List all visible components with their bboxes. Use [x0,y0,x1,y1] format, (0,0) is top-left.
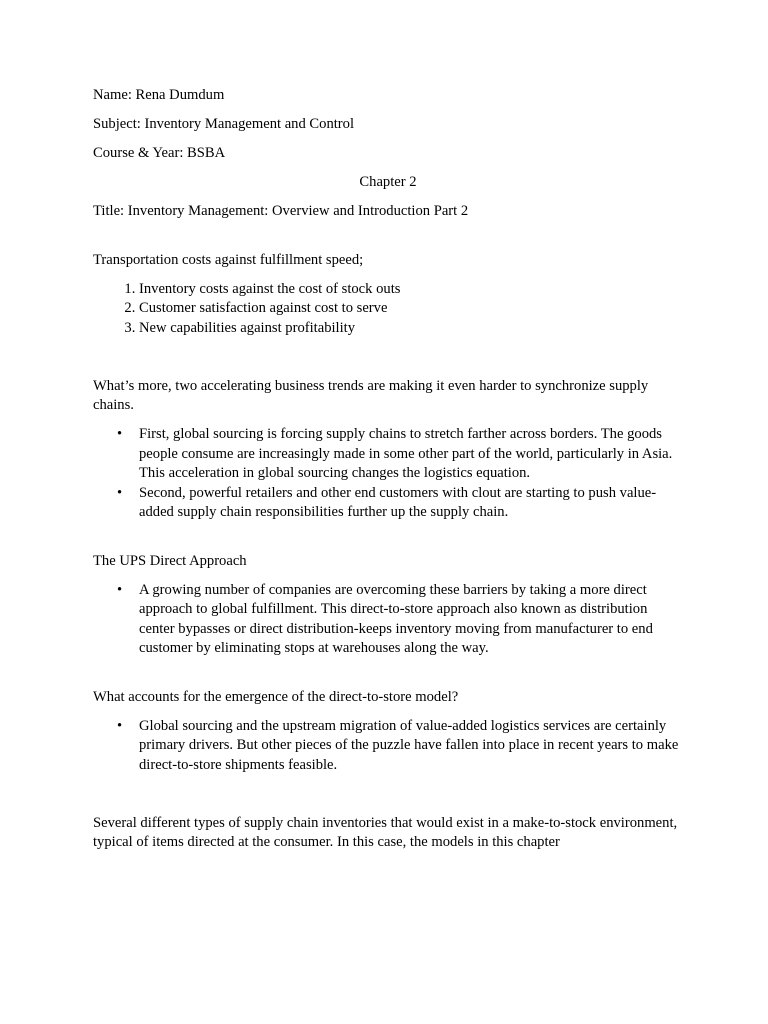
section5-paragraph: Several different types of supply chain inventories that would exist in a make-to-stock environment, typical of items directed at the consumer. In this case, the models in this chapter [93,814,678,850]
ups-direct-list [93,581,683,659]
section3-heading: The UPS Direct Approach [93,552,247,569]
bullet-icon: • [117,717,123,734]
list-item [117,484,683,523]
list-item: 2. Customer satisfaction against cost to serve [139,299,683,319]
bullet-icon: • [117,484,123,501]
bullet-icon: • [117,581,123,598]
list-item [117,581,683,659]
document-page [93,86,683,853]
direct-to-store-list [93,717,683,776]
section2-intro: What’s more, two accelerating business trends are making it even harder to synchronize supply chains. [93,377,649,413]
list-item-text: A growing number of companies are overcoming these barriers by taking a more direct approach to global fulfillment. This direct-to-store approach also known as distribution center bypasses or direct distribution-keeps inventory moving from manufacturer to end customer by eliminating stops at warehouses along the way. [139,581,653,656]
list-item: 3. New capabilities against profitability [139,319,683,339]
course-year-line: Course & Year: BSBA [93,145,226,161]
list-item [117,425,683,484]
list-item-text: Second, powerful retailers and other end customers with clout are starting to push value-added supply chain responsibilities further up the supply chain. [139,484,657,520]
list-item-text: Global sourcing and the upstream migration of value-added logistics services are certainly primary drivers. But other pieces of the puzzle have fallen into place in recent years to make direct-to-store shipments feasible. [139,717,679,773]
subject-line: Subject: Inventory Management and Control [93,116,355,132]
list-item [117,717,683,776]
list-item-text: First, global sourcing is forcing supply chains to stretch farther across borders. The goods people consume are increasingly made in some other part of the world, particularly in Asia. This acceleration in global sourcing changes the logistics equation. [139,426,673,481]
bullet-icon: • [117,426,123,442]
list-item: 1. Inventory costs against the cost of stock outs [139,280,683,300]
document-title: Title: Inventory Management: Overview and Introduction Part 2 [93,203,469,219]
student-name: Name: Rena Dumdum [93,87,225,103]
section1-intro: Transportation costs against fulfillment speed; [93,251,364,268]
section4-heading: What accounts for the emergence of the direct-to-store model? [93,688,459,705]
tradeoff-list [93,280,683,339]
chapter-heading: Chapter 2 [359,174,417,190]
trends-list [93,425,683,523]
